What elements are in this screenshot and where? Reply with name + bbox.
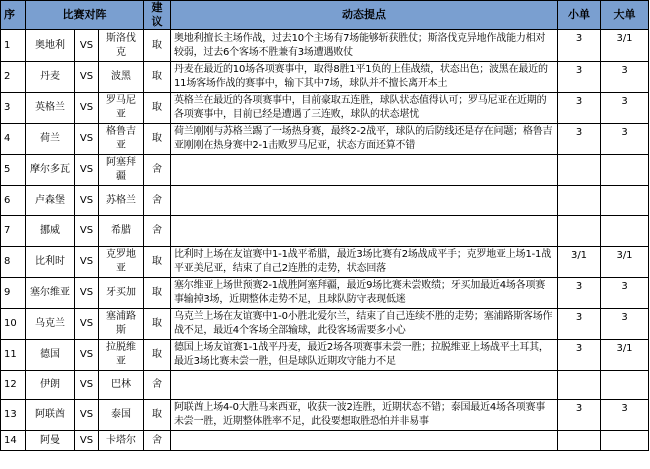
home-team: 比利时 bbox=[26, 247, 75, 278]
row-index: 6 bbox=[1, 186, 26, 216]
table-row bbox=[1, 309, 649, 340]
row-index: 5 bbox=[1, 155, 26, 186]
big-bet bbox=[601, 186, 649, 216]
recommendation: 取 bbox=[144, 278, 171, 309]
vs-label: VS bbox=[75, 124, 99, 155]
recommendation: 取 bbox=[144, 400, 171, 431]
home-team: 塞尔维亚 bbox=[26, 278, 75, 309]
recommendation: 取 bbox=[144, 124, 171, 155]
row-index: 10 bbox=[1, 309, 26, 340]
news-text: 奥地利擅长主场作战，过去10个主场有7场能够斩获胜仗；斯洛伐克异地作战能力相对较弱，过去6个客场不胜兼有3场遭遇败仗 bbox=[171, 30, 558, 62]
vs-label: VS bbox=[75, 155, 99, 186]
home-team: 乌克兰 bbox=[26, 309, 75, 340]
away-team: 苏格兰 bbox=[99, 186, 144, 216]
recommendation: 舍 bbox=[144, 155, 171, 186]
away-team: 塞浦路斯 bbox=[99, 309, 144, 340]
vs-label: VS bbox=[75, 400, 99, 431]
header-row bbox=[1, 1, 649, 30]
table-row bbox=[1, 124, 649, 155]
home-team: 奥地利 bbox=[26, 30, 75, 62]
vs-label: VS bbox=[75, 309, 99, 340]
header-matchup: 比赛对阵 bbox=[26, 1, 144, 30]
small-bet bbox=[558, 155, 601, 186]
header-recommend: 建议 bbox=[144, 1, 171, 30]
header-big: 大单 bbox=[601, 1, 649, 30]
big-bet: 3 bbox=[601, 309, 649, 340]
big-bet bbox=[601, 431, 649, 451]
big-bet: 3 bbox=[601, 400, 649, 431]
recommendation: 取 bbox=[144, 93, 171, 124]
news-text bbox=[171, 371, 558, 400]
news-text bbox=[171, 186, 558, 216]
home-team: 英格兰 bbox=[26, 93, 75, 124]
table-row bbox=[1, 216, 649, 247]
news-text bbox=[171, 155, 558, 186]
table-row bbox=[1, 30, 649, 62]
home-team: 挪威 bbox=[26, 216, 75, 247]
header-index: 序 bbox=[1, 1, 26, 30]
home-team: 阿曼 bbox=[26, 431, 75, 451]
home-team: 阿联酋 bbox=[26, 400, 75, 431]
home-team: 德国 bbox=[26, 340, 75, 371]
vs-label: VS bbox=[75, 216, 99, 247]
big-bet: 3 bbox=[601, 124, 649, 155]
vs-label: VS bbox=[75, 93, 99, 124]
recommendation: 取 bbox=[144, 309, 171, 340]
table-row bbox=[1, 93, 649, 124]
small-bet: 3 bbox=[558, 400, 601, 431]
news-text: 塞尔维亚上场世预赛2-1战胜阿塞拜疆，最近9场比赛未尝败绩；牙买加最近4场各项赛事输掉3场，近期整体走势不足，且球队防守表现低迷 bbox=[171, 278, 558, 309]
vs-label: VS bbox=[75, 62, 99, 93]
recommendation: 取 bbox=[144, 30, 171, 62]
small-bet: 3 bbox=[558, 278, 601, 309]
row-index: 12 bbox=[1, 371, 26, 400]
row-index: 9 bbox=[1, 278, 26, 309]
big-bet: 3 bbox=[601, 62, 649, 93]
small-bet: 3 bbox=[558, 309, 601, 340]
table-row bbox=[1, 371, 649, 400]
news-text: 荷兰刚刚与苏格兰踢了一场热身赛，最终2-2战平，球队的后防线还是存在问题；格鲁吉亚刚刚在热身赛中2-1击败罗马尼亚，状态方面还算不错 bbox=[171, 124, 558, 155]
away-team: 波黑 bbox=[99, 62, 144, 93]
row-index: 11 bbox=[1, 340, 26, 371]
home-team: 丹麦 bbox=[26, 62, 75, 93]
row-index: 8 bbox=[1, 247, 26, 278]
big-bet bbox=[601, 371, 649, 400]
vs-label: VS bbox=[75, 371, 99, 400]
small-bet: 3 bbox=[558, 124, 601, 155]
row-index: 3 bbox=[1, 93, 26, 124]
recommendation: 舍 bbox=[144, 216, 171, 247]
vs-label: VS bbox=[75, 186, 99, 216]
row-index: 7 bbox=[1, 216, 26, 247]
news-text: 阿联酋上场4-0大胜马来西亚，收获一波2连胜，近期状态不错；泰国最近4场各项赛事未尝一胜，近期整体胜率不足，此役要想取胜恐怕并非易事 bbox=[171, 400, 558, 431]
home-team: 伊朗 bbox=[26, 371, 75, 400]
small-bet bbox=[558, 186, 601, 216]
big-bet: 3/1 bbox=[601, 30, 649, 62]
news-text: 比利时上场在友谊赛中1-1战平希腊，最近3场比赛有2场战成平手；克罗地亚上场1-1战平亚美尼亚，结束了自己2连胜的走势，状态回落 bbox=[171, 247, 558, 278]
table-row bbox=[1, 247, 649, 278]
news-text bbox=[171, 216, 558, 247]
table-row bbox=[1, 62, 649, 93]
news-text: 德国上场友谊赛1-1战平丹麦，最近2场各项赛事未尝一胜；拉脱维亚上场战平土耳其，最近3场比赛未尝一胜，但是球队近期攻守能力不足 bbox=[171, 340, 558, 371]
table-row bbox=[1, 431, 649, 451]
small-bet: 3 bbox=[558, 340, 601, 371]
vs-label: VS bbox=[75, 340, 99, 371]
recommendation: 取 bbox=[144, 62, 171, 93]
away-team: 斯洛伐克 bbox=[99, 30, 144, 62]
away-team: 巴林 bbox=[99, 371, 144, 400]
small-bet bbox=[558, 371, 601, 400]
row-index: 4 bbox=[1, 124, 26, 155]
away-team: 泰国 bbox=[99, 400, 144, 431]
row-index: 14 bbox=[1, 431, 26, 451]
home-team: 卢森堡 bbox=[26, 186, 75, 216]
table-row bbox=[1, 278, 649, 309]
row-index: 1 bbox=[1, 30, 26, 62]
small-bet: 3 bbox=[558, 93, 601, 124]
vs-label: VS bbox=[75, 431, 99, 451]
table-row bbox=[1, 186, 649, 216]
big-bet: 3/1 bbox=[601, 340, 649, 371]
vs-label: VS bbox=[75, 30, 99, 62]
away-team: 克罗地亚 bbox=[99, 247, 144, 278]
big-bet bbox=[601, 155, 649, 186]
away-team: 希腊 bbox=[99, 216, 144, 247]
recommendation: 取 bbox=[144, 247, 171, 278]
away-team: 阿塞拜疆 bbox=[99, 155, 144, 186]
away-team: 卡塔尔 bbox=[99, 431, 144, 451]
recommendation: 舍 bbox=[144, 431, 171, 451]
small-bet bbox=[558, 431, 601, 451]
header-news: 动态提点 bbox=[171, 1, 558, 30]
table-row bbox=[1, 155, 649, 186]
recommendation: 舍 bbox=[144, 186, 171, 216]
news-text: 英格兰在最近的各项赛事中，目前豪取五连胜，球队状态值得认可；罗马尼亚在近期的各项赛事中，目前已经是遭遇了三连败，球队的状态堪忧 bbox=[171, 93, 558, 124]
vs-label: VS bbox=[75, 247, 99, 278]
small-bet bbox=[558, 216, 601, 247]
big-bet: 3 bbox=[601, 278, 649, 309]
home-team: 荷兰 bbox=[26, 124, 75, 155]
big-bet bbox=[601, 216, 649, 247]
big-bet: 3/1 bbox=[601, 247, 649, 278]
away-team: 牙买加 bbox=[99, 278, 144, 309]
away-team: 拉脱维亚 bbox=[99, 340, 144, 371]
big-bet: 3 bbox=[601, 93, 649, 124]
away-team: 格鲁吉亚 bbox=[99, 124, 144, 155]
news-text: 丹麦在最近的10场各项赛事中，取得8胜1平1负的上佳战绩，状态出色；波黑在最近的11场客场作战的赛事中，输下其中7场，球队并不擅长离开本土 bbox=[171, 62, 558, 93]
small-bet: 3 bbox=[558, 62, 601, 93]
small-bet: 3 bbox=[558, 30, 601, 62]
table-row bbox=[1, 400, 649, 431]
small-bet: 3/1 bbox=[558, 247, 601, 278]
vs-label: VS bbox=[75, 278, 99, 309]
news-text bbox=[171, 431, 558, 451]
header-small: 小单 bbox=[558, 1, 601, 30]
recommendation: 舍 bbox=[144, 371, 171, 400]
table-row bbox=[1, 340, 649, 371]
row-index: 2 bbox=[1, 62, 26, 93]
away-team: 罗马尼亚 bbox=[99, 93, 144, 124]
row-index: 13 bbox=[1, 400, 26, 431]
home-team: 摩尔多瓦 bbox=[26, 155, 75, 186]
recommendation: 取 bbox=[144, 340, 171, 371]
news-text: 乌克兰上场在友谊赛中1-0小胜北爱尔兰，结束了自己连续不胜的走势；塞浦路斯客场作战不足，最近4个客场全部输球，此役客场需要多小心 bbox=[171, 309, 558, 340]
